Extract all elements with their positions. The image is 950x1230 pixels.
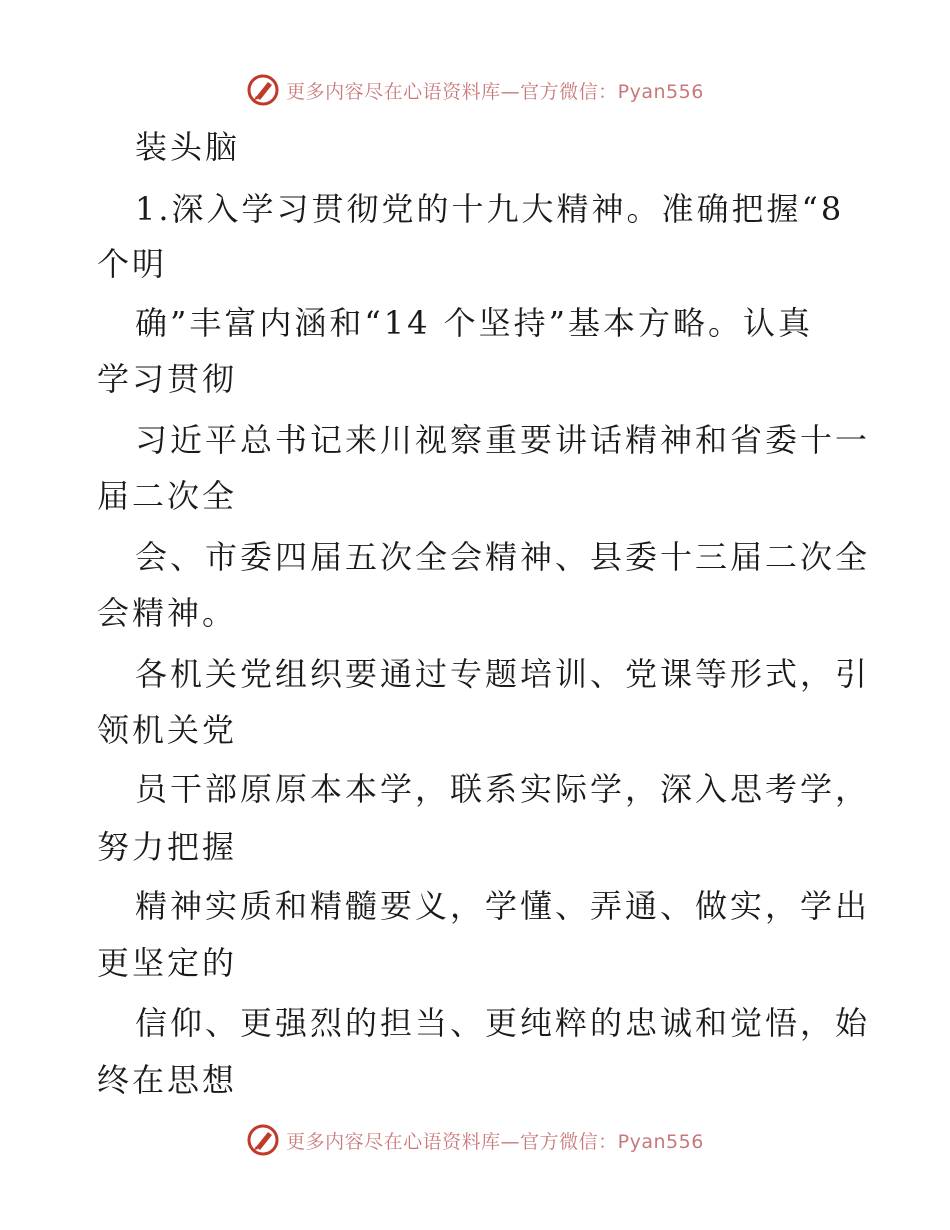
text-line: 精神实质和精髓要义，学懂、弄通、做实，学出: [135, 887, 871, 925]
pen-seal-icon: [246, 73, 280, 107]
watermark-text: 更多内容尽在心语资料库—官方微信：Pyan556: [286, 1130, 704, 1153]
text-line: 个明: [97, 245, 168, 283]
text-line: 更坚定的: [97, 944, 238, 982]
header-watermark: [0, 70, 950, 110]
text-line: 努力把握: [97, 828, 238, 866]
pen-seal-icon: [246, 1123, 280, 1157]
text-line: 1.深入学习贯彻党的十九大精神。准确把握“8: [135, 190, 845, 228]
text-line: 信仰、更强烈的担当、更纯粹的忠诚和觉悟，始: [135, 1004, 871, 1042]
text-line: 会精神。: [97, 594, 238, 632]
text-line: 领机关党: [97, 711, 238, 749]
text-line: 习近平总书记来川视察重要讲话精神和省委十一: [135, 421, 871, 459]
text-line: 学习贯彻: [97, 360, 238, 398]
footer-watermark: [0, 1120, 950, 1160]
text-line: 会、市委四届五次全会精神、县委十三届二次全: [135, 538, 871, 576]
text-line: 员干部原原本本学，联系实际学，深入思考学，: [135, 770, 871, 808]
watermark-text: 更多内容尽在心语资料库—官方微信：Pyan556: [286, 80, 704, 103]
text-line: 装头脑: [135, 128, 241, 166]
text-line: 终在思想: [97, 1061, 238, 1099]
text-line: 确”丰富内涵和“14 个坚持”基本方略。认真: [135, 304, 813, 342]
text-line: 各机关党组织要通过专题培训、党课等形式，引: [135, 655, 871, 693]
text-line: 届二次全: [97, 477, 238, 515]
